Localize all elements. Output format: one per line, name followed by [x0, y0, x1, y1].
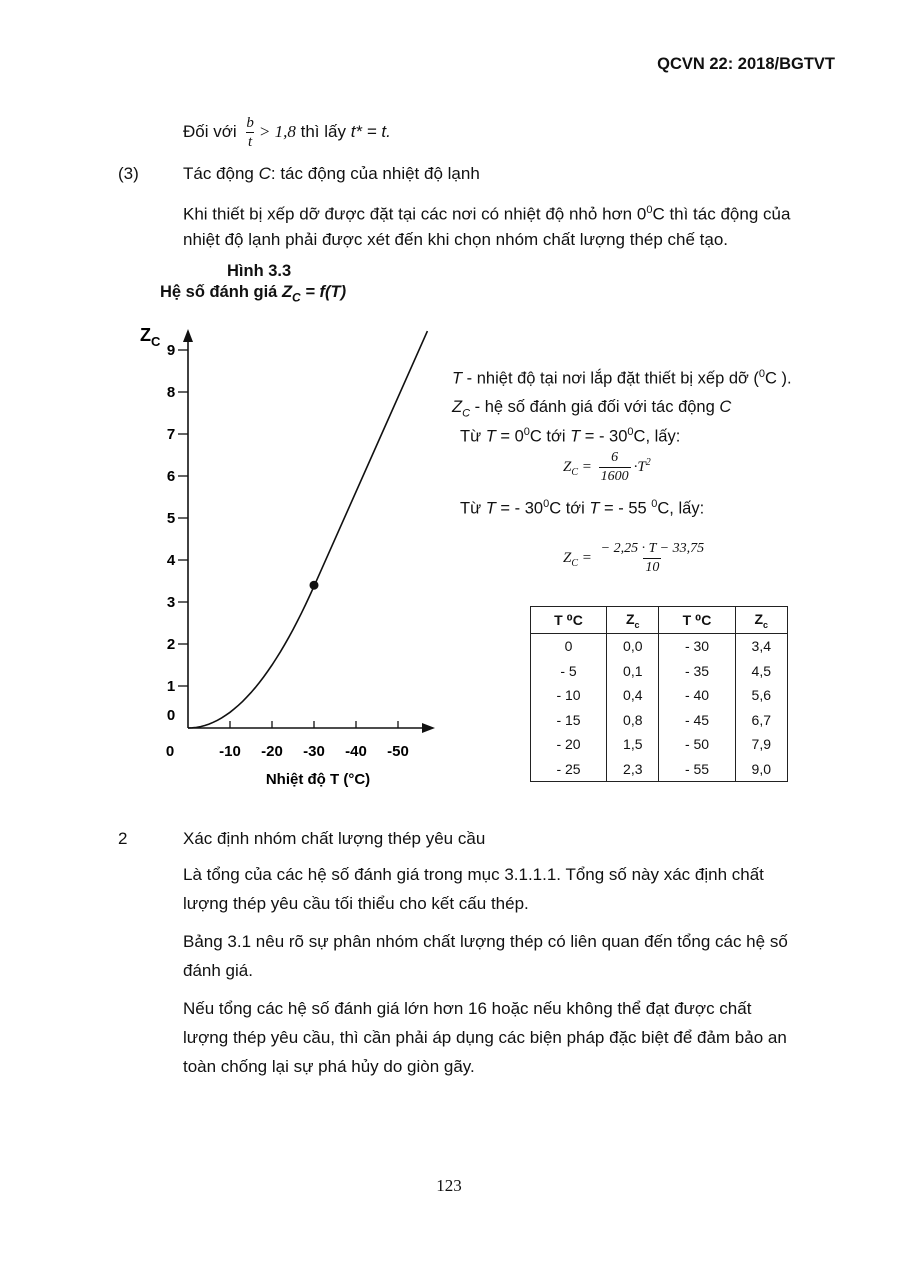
y-tick-label: 2	[166, 636, 176, 653]
section-2-p3-l1: Nếu tổng các hệ số đánh giá lớn hơn 16 hoặc nếu không thể đạt được chất	[183, 999, 752, 1018]
caption-variable: Z	[281, 283, 293, 301]
var-t: T	[485, 499, 496, 518]
section-3-line-2: nhiệt độ lạnh phải được xét đến khi chọn nhóm chất lượng thép chế tạo.	[183, 230, 729, 249]
text-run: = - 30	[495, 499, 544, 518]
table-row	[531, 732, 788, 757]
table-cell: 4,5	[735, 659, 787, 684]
figure-caption	[160, 283, 346, 304]
table-body	[531, 634, 788, 782]
condition-relation: > 1,8	[258, 121, 296, 141]
header-z-text: Z	[754, 610, 764, 627]
superscript: 0	[758, 368, 766, 380]
superscript: 0	[523, 426, 530, 438]
superscript: 0	[543, 498, 550, 510]
table-row	[531, 708, 788, 733]
y-tick-label: 6	[166, 468, 176, 485]
y-tick-label: 8	[166, 384, 176, 401]
title-variable: C	[258, 164, 271, 183]
table-cell: - 35	[659, 659, 735, 684]
header-t-1: T ⁰C	[531, 607, 607, 634]
legend-z	[452, 398, 731, 419]
exponent: 2	[645, 456, 651, 468]
y-axis-arrow	[183, 329, 193, 342]
section-2-p2-l2: đánh giá.	[183, 961, 253, 980]
table-cell: 9,0	[735, 757, 787, 782]
header-z-sub: c	[763, 619, 769, 630]
x-tick-label: -50	[387, 743, 409, 760]
formula-2: $Z_C$ = $\frac{- 2,25 \cdot T - 33,75}{10}$	[563, 541, 705, 575]
table-cell: - 15	[531, 708, 607, 733]
table-cell: 1,5	[607, 732, 659, 757]
text-run: = 0	[495, 427, 524, 446]
formula-tail: ·T	[633, 458, 646, 475]
x-tick-label: -10	[219, 743, 241, 760]
title-part: Tác động	[183, 164, 259, 183]
section-2-number: 2	[118, 829, 128, 848]
section-3-title	[183, 164, 480, 184]
legend-text: - hệ số đánh giá đối với tác động	[470, 398, 720, 416]
y-axis-label-sub: C	[151, 334, 161, 349]
x-tick-label: -30	[303, 743, 325, 760]
section-3-number: (3)	[118, 164, 139, 183]
table-cell: - 5	[531, 659, 607, 684]
document-code: QCVN 22: 2018/BGTVT	[657, 55, 835, 73]
table-cell: 3,4	[735, 634, 787, 659]
table-cell: - 45	[659, 708, 735, 733]
legend-t	[452, 368, 792, 389]
x-tick-label: -20	[261, 743, 283, 760]
section-2-p3-l2: lượng thép yêu cầu, thì cần phải áp dụng các biện pháp đặc biệt để đảm bảo an	[183, 1028, 787, 1047]
y-tick-label: 3	[166, 594, 176, 611]
caption-subscript: C	[292, 290, 301, 305]
range-2	[460, 498, 704, 519]
caption-text: Hệ số đánh giá	[160, 283, 282, 301]
table-cell: - 10	[531, 683, 607, 708]
y-tick-label: 4	[166, 552, 176, 569]
var-t: T	[589, 499, 600, 518]
y-tick-label: 7	[166, 426, 176, 443]
chart-axes	[183, 329, 435, 733]
y-axis-label-main: Z	[140, 325, 151, 345]
text-run: Khi thiết bị xếp dỡ được đặt tại các nơi có nhiệt độ nhỏ hơn 0	[183, 204, 647, 224]
text-run: Từ	[460, 499, 486, 518]
var-z: Z	[452, 398, 463, 416]
table-cell: 5,6	[735, 683, 787, 708]
table-cell: 7,9	[735, 732, 787, 757]
superscript: 0	[651, 498, 658, 510]
table-cell: - 40	[659, 683, 735, 708]
formula-1: $Z_C$ = $\frac{6}{1600}$ $\cdot T^2$	[563, 450, 651, 484]
table-header-row	[531, 607, 788, 634]
y-tick-label: 5	[166, 510, 176, 527]
condition-line	[183, 114, 391, 151]
table-cell: 0,8	[607, 708, 659, 733]
x-tick-label: -40	[345, 743, 367, 760]
text-run: Từ	[460, 427, 486, 446]
denominator: 10	[645, 560, 660, 575]
title-part: : tác động của nhiệt độ lạnh	[270, 164, 480, 183]
section-2-p1-l1: Là tổng của các hệ số đánh giá trong mục 3.1.1.1. Tổng số này xác định chất	[183, 865, 764, 884]
var-t: T	[452, 369, 463, 388]
formula-lhs: Z	[563, 549, 572, 566]
header-z-2	[735, 607, 787, 634]
table-cell: - 25	[531, 757, 607, 782]
legend-text: C ).	[765, 369, 792, 388]
table-cell: - 55	[659, 757, 735, 782]
numerator: − 2,25 · T − 33,75	[600, 541, 705, 556]
numerator: 6	[611, 450, 619, 465]
table-row	[531, 659, 788, 684]
transition-point-marker	[310, 581, 319, 590]
legend-text: - nhiệt độ tại nơi lắp đặt thiết bị xếp dỡ (	[462, 369, 759, 388]
x-axis-arrow	[422, 723, 435, 733]
table-cell: - 30	[659, 634, 735, 659]
table-cell: 6,7	[735, 708, 787, 733]
fraction-denominator: t	[248, 134, 253, 150]
superscript: 0	[627, 426, 634, 438]
subscript: C	[462, 407, 471, 420]
section-2-title: Xác định nhóm chất lượng thép yêu cầu	[183, 829, 486, 848]
table-row	[531, 757, 788, 782]
header-z-1	[607, 607, 659, 634]
text-run: C, lấy:	[657, 499, 705, 518]
formula-subscript: C	[571, 557, 579, 569]
var-t: T	[570, 427, 581, 446]
table-cell: 2,3	[607, 757, 659, 782]
formula-lhs: Z	[563, 458, 572, 475]
page-number: 123	[436, 1176, 462, 1195]
formula-1-fraction	[599, 449, 631, 486]
text-run: C thì tác động của	[652, 204, 791, 224]
text-run: = - 30	[580, 427, 628, 446]
header-t-2: T ⁰C	[659, 607, 735, 634]
table-cell: 0,0	[607, 634, 659, 659]
condition-suffix: thì lấy	[295, 121, 351, 141]
x-tick-label: 0	[165, 743, 175, 760]
condition-prefix: Đối với	[183, 121, 237, 141]
superscript: 0	[646, 204, 653, 216]
formula-subscript: C	[571, 466, 579, 478]
var-t: T	[485, 427, 496, 446]
zc-chart	[130, 315, 450, 795]
zc-line	[188, 331, 427, 728]
zc-table	[530, 606, 788, 782]
zc-curve	[188, 331, 427, 728]
table-cell: - 20	[531, 732, 607, 757]
table-cell: - 50	[659, 732, 735, 757]
formula-2-fraction	[599, 540, 706, 577]
y-ticks	[167, 342, 188, 724]
table-cell: 0	[531, 634, 607, 659]
y-axis-label	[140, 325, 161, 349]
text-run: C tới	[529, 427, 571, 446]
header-z-sub: c	[634, 619, 640, 630]
text-run: C, lấy:	[633, 427, 681, 446]
section-3-line-1	[183, 196, 790, 229]
table-row	[531, 634, 788, 659]
text-run: = - 55	[599, 499, 652, 518]
table-cell: 0,1	[607, 659, 659, 684]
table-cell: 0,4	[607, 683, 659, 708]
condition-fraction	[244, 114, 256, 151]
table-row	[531, 683, 788, 708]
var-c: C	[719, 398, 732, 416]
caption-function: = f(T)	[300, 283, 347, 301]
header-z-text: Z	[625, 610, 635, 627]
condition-result: t* = t.	[350, 121, 391, 141]
fraction-numerator: b	[246, 115, 254, 131]
x-axis-label: Nhiệt độ T (°C)	[265, 771, 371, 788]
denominator: 1600	[600, 469, 629, 484]
y-tick-label: 0	[166, 707, 176, 724]
section-2-p3-l3: toàn chống lại sự phá hủy do giòn gãy.	[183, 1057, 475, 1076]
section-2-p1-l2: lượng thép yêu cầu tối thiểu cho kết cấu thép.	[183, 894, 529, 913]
y-tick-label: 1	[166, 678, 176, 695]
section-2-p2-l1: Bảng 3.1 nêu rõ sự phân nhóm chất lượng thép có liên quan đến tổng các hệ số	[183, 932, 788, 951]
text-run: C tới	[549, 499, 590, 518]
figure-number: Hình 3.3	[227, 262, 292, 280]
range-1	[460, 426, 680, 447]
y-tick-label: 9	[166, 342, 176, 359]
